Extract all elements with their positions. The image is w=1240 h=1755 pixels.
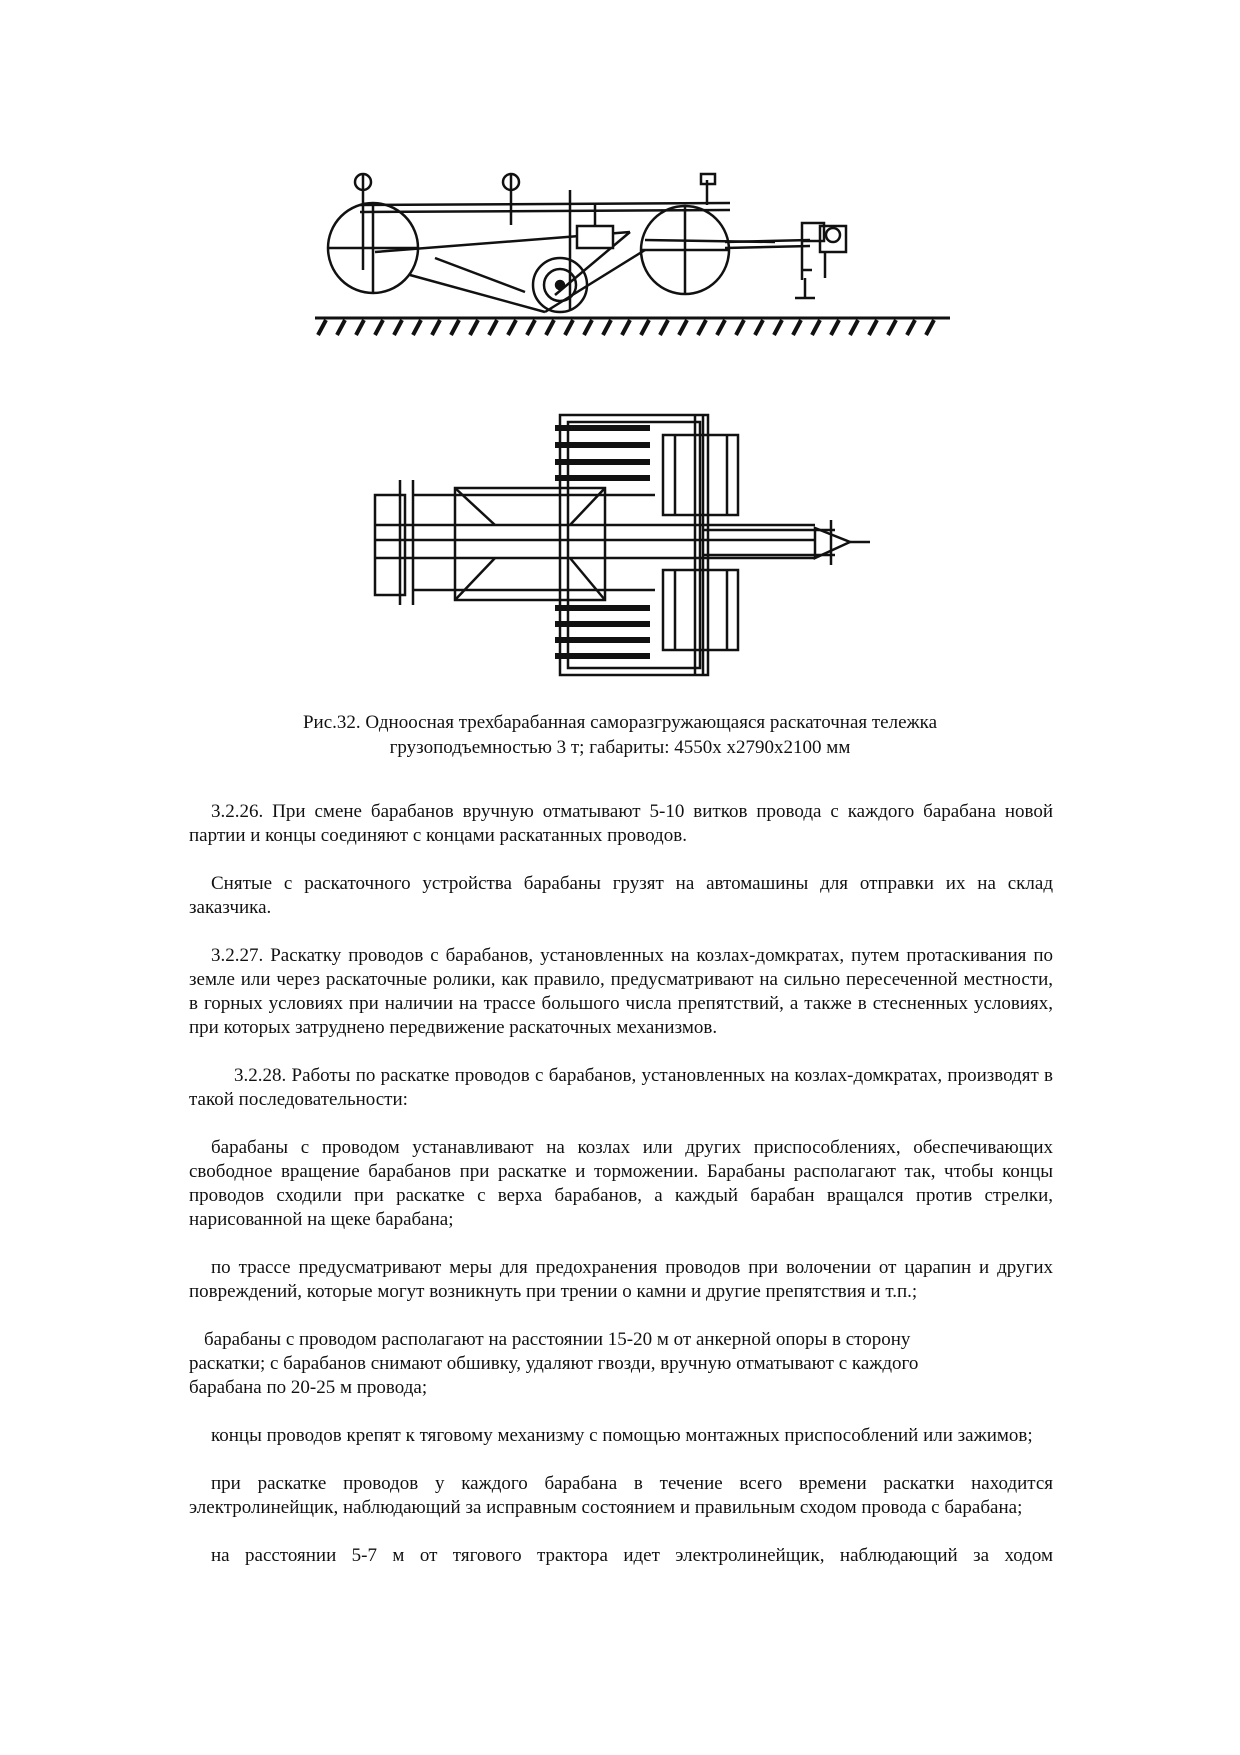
body-text xyxy=(189,800,1053,1592)
caption-line-1: Рис.32. Одноосная трехбарабанная саморазгружающаяся раскаточная тележка xyxy=(302,712,938,733)
paragraph: на расстоянии 5-7 м от тягового трактора идет электролинейщик, наблюдающий за ходом xyxy=(211,1545,1053,1566)
trailer-side-view-drawing xyxy=(315,160,955,340)
caption-line-2: грузоподъемностью 3 т; габариты: 4550х х2790х2100 мм xyxy=(389,737,851,758)
paragraph: барабаны с проводом располагают на расстоянии 15-20 м от анкерной опоры в сторону раскатки; с барабанов снимают обшивку, удаляют гвозди, вручную отматывают с каждого барабана по 20-25 м провода; xyxy=(189,1329,919,1398)
paragraph: по трассе предусматривают меры для предохранения проводов при волочении от царапин и других повреждений, которые могут возникнуть при трении о камни и другие препятствия и т.п.; xyxy=(189,1257,1053,1302)
paragraph: при раскатке проводов у каждого барабана в течение всего времени раскатки находится электролинейщик, наблюдающий за исправным состоянием и правильным сходом провода с барабана; xyxy=(189,1473,1053,1518)
paragraph: Снятые с раскаточного устройства барабаны грузят на автомашины для отправки их на склад заказчика. xyxy=(189,873,1053,918)
paragraph: 3.2.26. При смене барабанов вручную отматывают 5-10 витков провода с каждого барабана новой партии и концы соединяют с концами раскатанных проводов. xyxy=(189,801,1053,846)
paragraph: барабаны с проводом устанавливают на козлах или других приспособлениях, обеспечивающих свободное вращение барабанов при раскатке и торможении. Барабаны располагают так, чтобы концы проводов сходили при раскатке с верха барабанов, а каждый барабан вращался против стрелки, нарисованной на щеке барабана; xyxy=(189,1137,1053,1230)
paragraph: 3.2.28. Работы по раскатке проводов с барабанов, установленных на козлах-домкратах, производят в такой последовательности: xyxy=(189,1065,1053,1110)
trailer-top-view-drawing xyxy=(355,400,875,685)
paragraph: концы проводов крепят к тяговому механизму с помощью монтажных приспособлений или зажимов; xyxy=(211,1425,1033,1446)
paragraph: 3.2.27. Раскатку проводов с барабанов, установленных на козлах-домкратах, путем протаскивания по земле или через раскаточные ролики, как правило, предусматривают на сильно пересеченной местности, в горных условиях при наличии на трассе большого числа препятствий, а также в стесненных условиях, при которых затруднено передвижение раскаточных механизмов. xyxy=(189,945,1053,1038)
figure-caption xyxy=(190,710,1050,760)
